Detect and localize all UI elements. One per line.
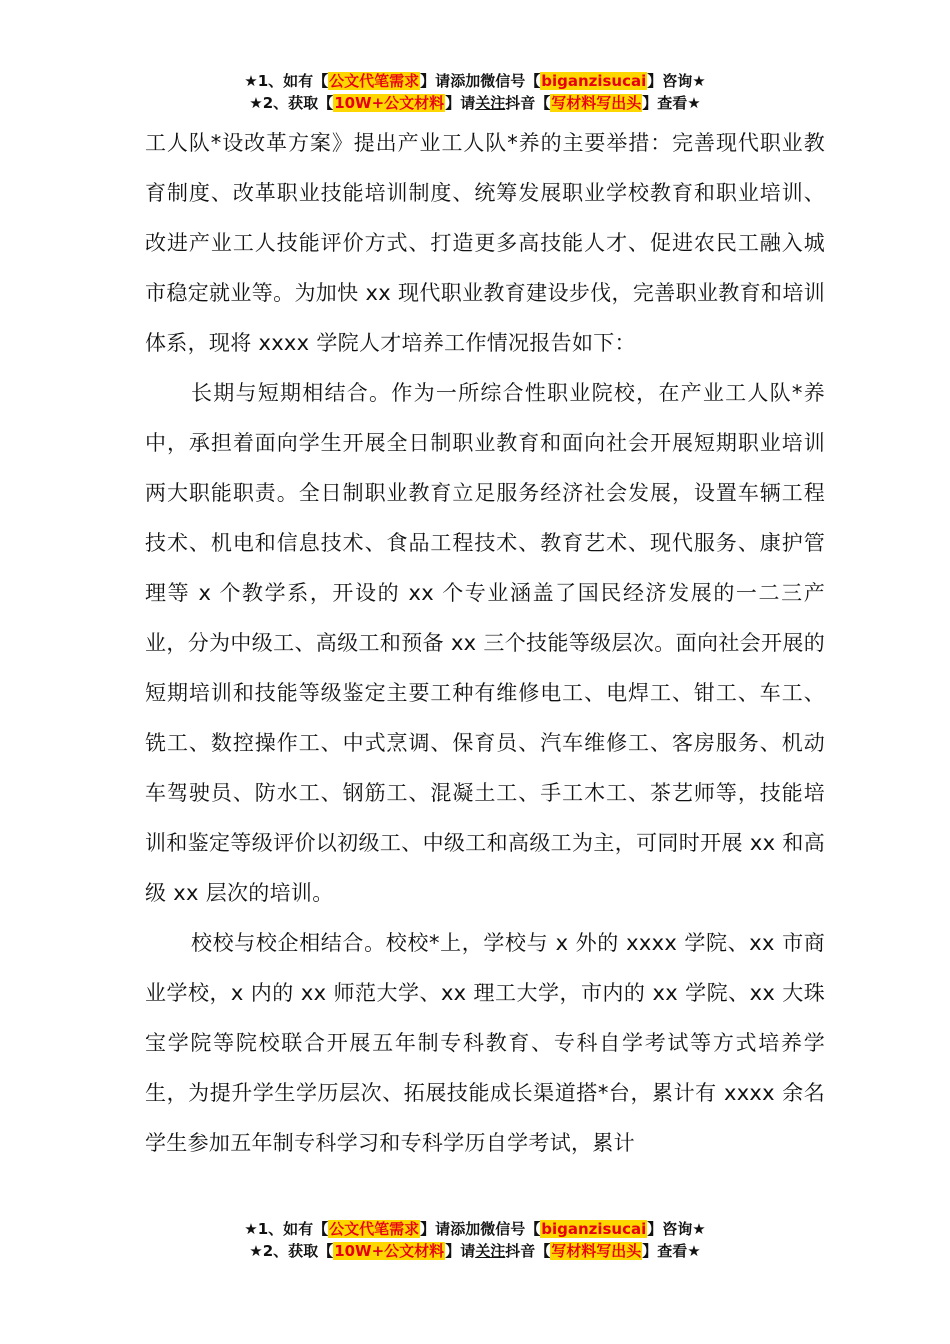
paragraph-2: 长期与短期相结合。作为一所综合性职业院校，在产业工人队*养中，承担着面向学生开展全日制职业教育和面向社会开展短期职业培训两大职能职责。全日制职业教育立足服务经济社会发展，设置车辆工程技术、机电和信息技术、食品工程技术、教育艺术、现代服务、康护管理等 x 个教学系，开设的 xx 个专业涵盖了国民经济发展的一二三产业，分为中级工、高级工和预备 xx 三个技能等级层次。面向社会开展的短期培训和技能等级鉴定主要工种有维修电工、电焊工、钳工、车工、铣工、数控操作工、中式烹调、保育员、汽车维修工、客房服务、机动车驾驶员、防水工、钢筋工、混凝土工、手工木工、茶艺师等，技能培训和鉴定等级评价以初级工、中级工和高级工为主，可同时开展 xx 和高级 xx 层次的培训。 <box>145 381 825 905</box>
banner-text: 微信号【 <box>480 72 541 90</box>
banner-text: 】请 <box>445 1242 476 1260</box>
banner-line-1 <box>0 70 950 92</box>
banner-text: 】请 <box>420 1220 451 1238</box>
banner-text: 】咨询★ <box>647 1220 706 1238</box>
banner-highlight: biganzisucai <box>541 72 647 90</box>
banner-highlight: 10W+公文材料 <box>334 1242 445 1260</box>
banner-line-2 <box>0 1240 950 1262</box>
paragraph-3: 校校与校企相结合。校校*上，学校与 x 外的 xxxx 学院、xx 市商业学校，x 内的 xx 师范大学、xx 理工大学，市内的 xx 学院、xx 大珠宝学院等院校联合开展五年制专科教育、专科自学考试等方式培养学生，为提升学生学历层次、拓展技能成长渠道搭*台，累计有 xxxx 余名学生参加五年制专科学习和专科学历自学考试，累计 <box>145 931 825 1155</box>
banner-text: ★2、获取【 <box>249 1242 334 1260</box>
paragraph-1: 工人队*设改革方案》提出产业工人队*养的主要举措：完善现代职业教育制度、改革职业技能培训制度、统筹发展职业学校教育和职业培训、改进产业工人技能评价方式、打造更多高技能人才、促进农民工融入城市稳定就业等。为加快 xx 现代职业教育建设步伐，完善职业教育和培训体系，现将 xxxx 学院人才培养工作情况报告如下： <box>145 131 825 355</box>
banner-highlight: 公文代笔需求 <box>329 1220 420 1238</box>
banner-text: 】请 <box>420 72 451 90</box>
banner-text: ★1、如有【 <box>244 72 329 90</box>
banner-emphasis: 添加 <box>450 1220 481 1238</box>
banner-highlight: 公文代笔需求 <box>329 72 420 90</box>
banner-text: 抖音【 <box>505 1242 551 1260</box>
banner-line-2 <box>0 92 950 114</box>
document-body <box>145 118 825 1168</box>
banner-text: 】请 <box>445 94 476 112</box>
banner-emphasis: 关注 <box>475 1242 506 1260</box>
banner-highlight: 写材料写出头 <box>551 1242 642 1260</box>
banner-text: 】查看★ <box>642 1242 701 1260</box>
banner-emphasis: 关注 <box>475 94 506 112</box>
banner-text: 】咨询★ <box>647 72 706 90</box>
banner-highlight: biganzisucai <box>541 1220 647 1238</box>
banner-highlight: 写材料写出头 <box>551 94 642 112</box>
banner-emphasis: 添加 <box>450 72 481 90</box>
banner-text: 微信号【 <box>480 1220 541 1238</box>
banner-highlight: 10W+公文材料 <box>334 94 445 112</box>
banner-text: ★1、如有【 <box>244 1220 329 1238</box>
banner-text: 】查看★ <box>642 94 701 112</box>
footer-banner <box>0 1218 950 1262</box>
header-banner <box>0 70 950 114</box>
banner-line-1 <box>0 1218 950 1240</box>
banner-text: ★2、获取【 <box>249 94 334 112</box>
banner-text: 抖音【 <box>505 94 551 112</box>
